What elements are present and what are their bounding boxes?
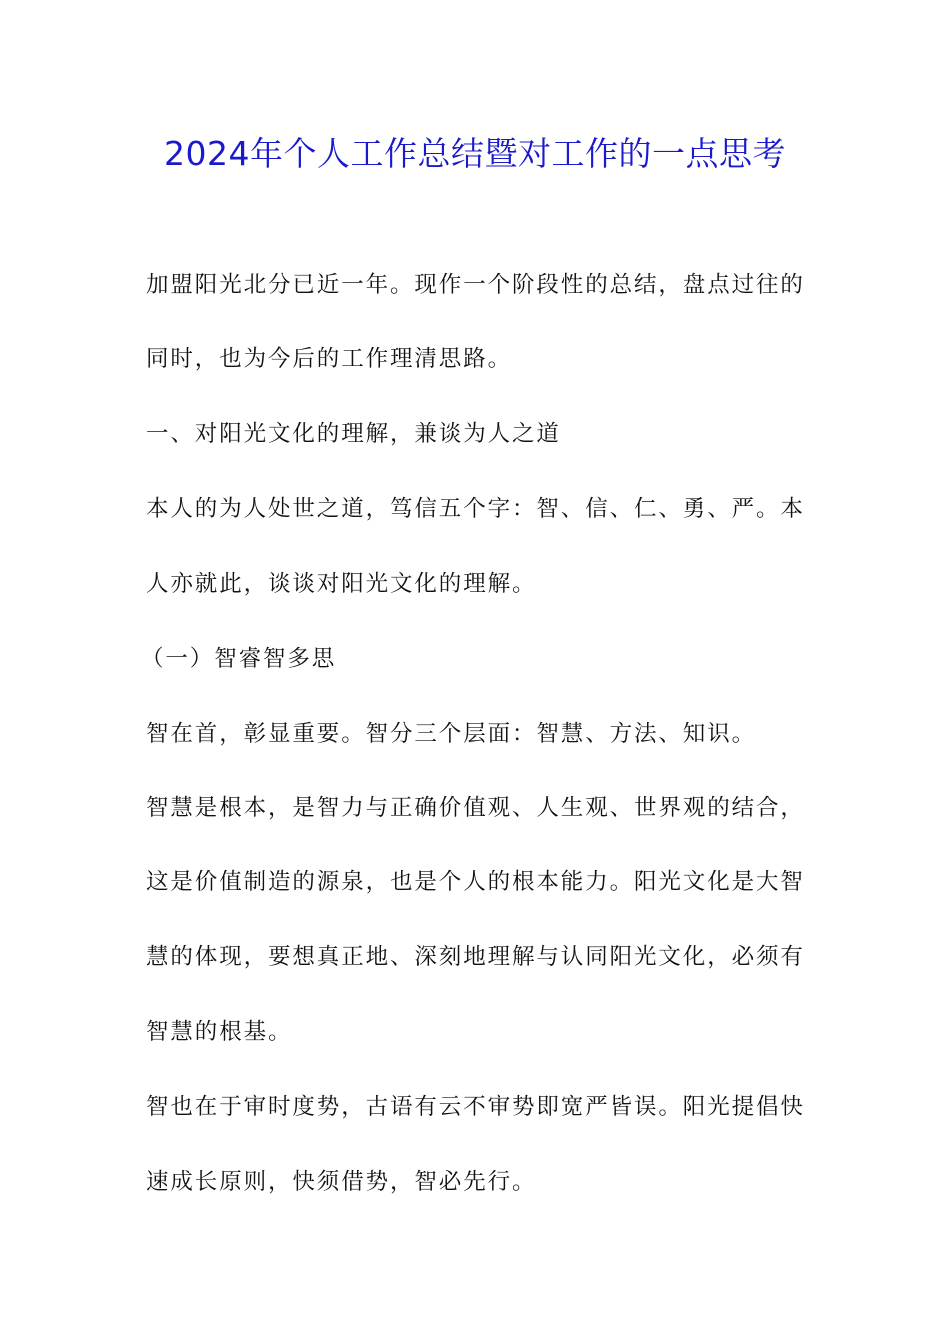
paragraph-line: 速成长原则，快须借势，智必先行。 bbox=[146, 1169, 537, 1195]
paragraph-line: 本人的为人处世之道，笃信五个字：智、信、仁、勇、严。本 bbox=[146, 496, 805, 522]
document-title: 2024年个人工作总结暨对工作的一点思考 bbox=[164, 134, 786, 173]
paragraph-line: 加盟阳光北分已近一年。现作一个阶段性的总结，盘点过往的 bbox=[146, 272, 805, 298]
paragraph-line: 智也在于审时度势，古语有云不审势即宽严皆误。阳光提倡快 bbox=[146, 1094, 805, 1120]
paragraph-line: 慧的体现，要想真正地、深刻地理解与认同阳光文化，必须有 bbox=[146, 944, 805, 970]
paragraph-line: 智在首，彰显重要。智分三个层面：智慧、方法、知识。 bbox=[146, 721, 757, 747]
paragraph-line: 智慧的根基。 bbox=[146, 1019, 293, 1045]
paragraph-line: 智慧是根本，是智力与正确价值观、人生观、世界观的结合， bbox=[146, 795, 805, 821]
subsection-heading: （一）智睿智多思 bbox=[141, 646, 337, 672]
paragraph-line: 同时，也为今后的工作理清思路。 bbox=[146, 346, 513, 372]
section-heading: 一、对阳光文化的理解，兼谈为人之道 bbox=[146, 421, 561, 447]
paragraph-line: 人亦就此，谈谈对阳光文化的理解。 bbox=[146, 571, 537, 597]
paragraph-line: 这是价值制造的源泉，也是个人的根本能力。阳光文化是大智 bbox=[146, 869, 805, 895]
